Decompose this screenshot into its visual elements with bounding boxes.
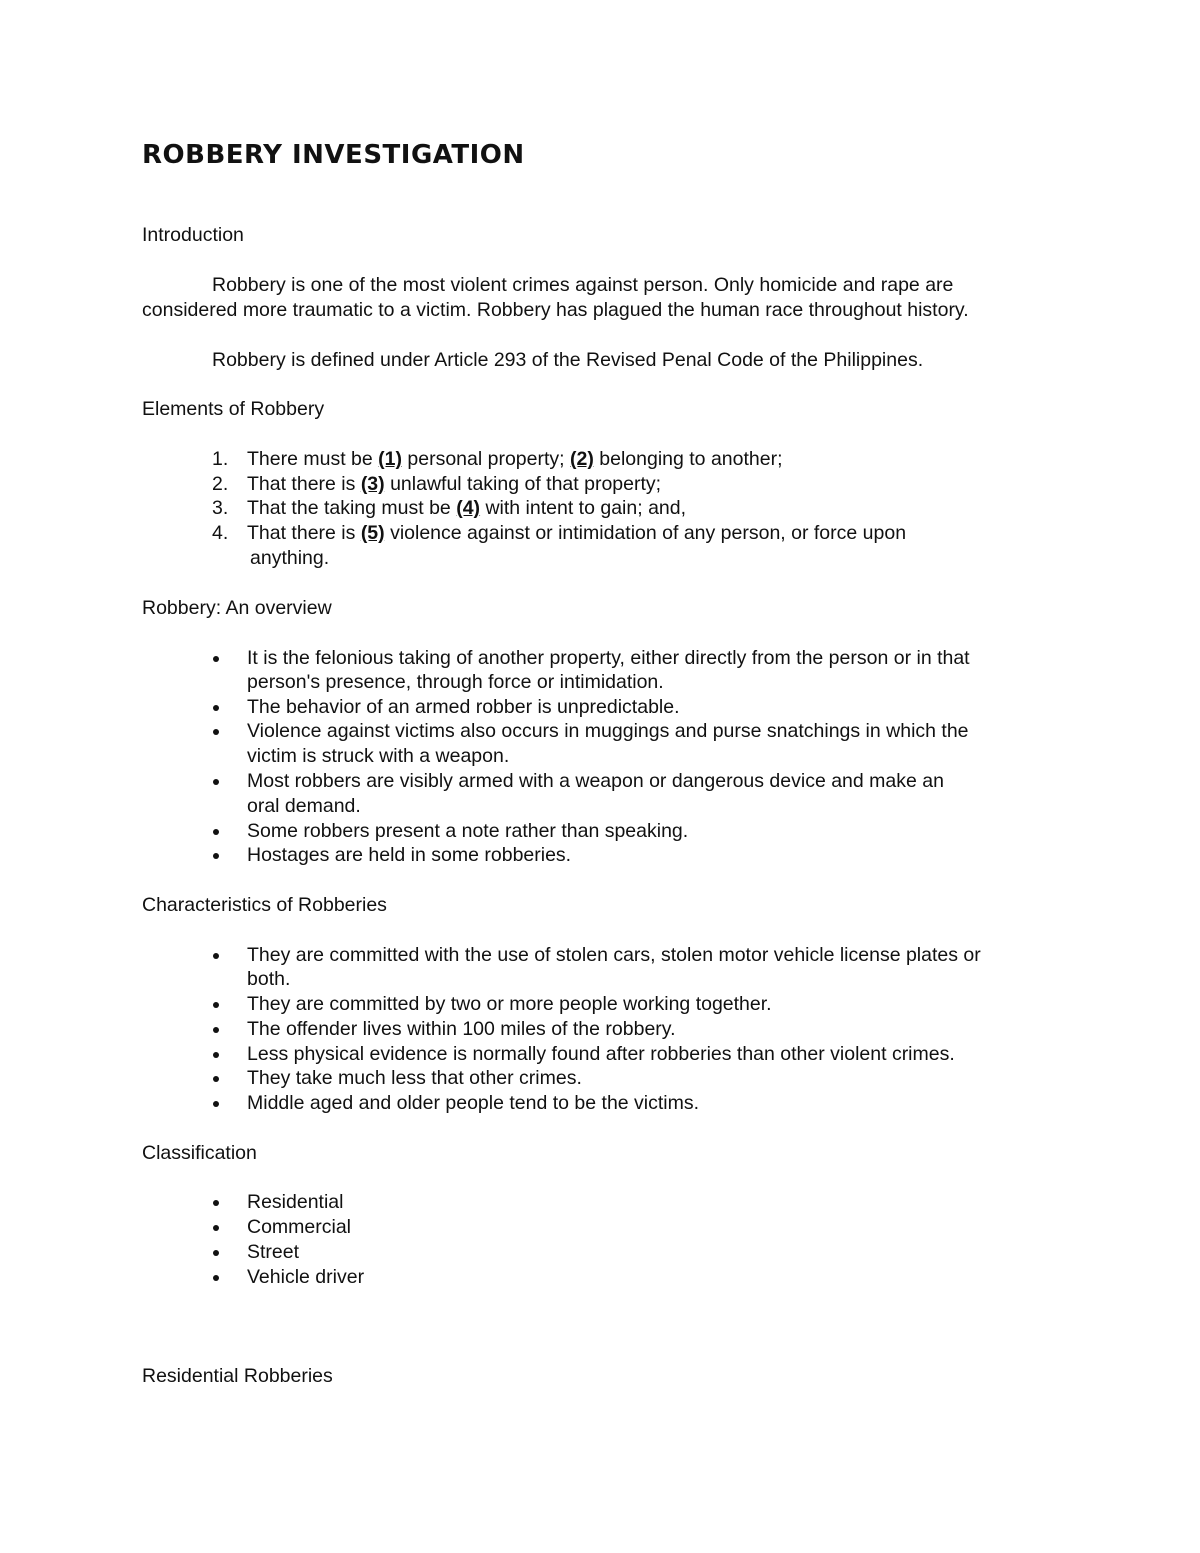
- list-number: 2.: [212, 473, 229, 495]
- bullet-icon: [213, 1215, 223, 1240]
- bullet-icon: [213, 1240, 223, 1265]
- characteristics-item-line: They are committed with the use of stolen cars, stolen motor vehicle license plates or: [247, 944, 981, 966]
- bullet-icon: [213, 1190, 223, 1215]
- element-item-4-continuation: anything.: [250, 547, 330, 569]
- classification-item-street: Street: [247, 1241, 300, 1263]
- characteristics-item-line: Middle aged and older people tend to be the victims.: [247, 1092, 700, 1114]
- element-item-3: That the taking must be (4) with intent to gain; and,: [247, 497, 687, 519]
- section-heading-introduction: Introduction: [142, 224, 244, 246]
- overview-item-line: The behavior of an armed robber is unpredictable.: [247, 696, 680, 718]
- bullet-icon: [213, 695, 223, 720]
- list-number: 1.: [212, 448, 229, 470]
- intro-paragraph-line-2: considered more traumatic to a victim. Robbery has plagued the human race throughout history.: [142, 299, 969, 321]
- section-heading-residential: Residential Robberies: [142, 1365, 333, 1387]
- section-heading-characteristics: Characteristics of Robberies: [142, 894, 387, 916]
- list-number: 4.: [212, 522, 229, 544]
- overview-item-line: Hostages are held in some robberies.: [247, 844, 572, 866]
- intro-paragraph-line-1: Robbery is one of the most violent crimes against person. Only homicide and rape are: [212, 274, 954, 296]
- document-title: ROBBERY INVESTIGATION: [142, 140, 525, 170]
- bullet-icon: [213, 1066, 223, 1091]
- overview-item-line: oral demand.: [247, 795, 361, 817]
- section-heading-elements: Elements of Robbery: [142, 398, 325, 420]
- overview-item-line: It is the felonious taking of another property, either directly from the person or in that: [247, 647, 970, 669]
- classification-item-vehicle-driver: Vehicle driver: [247, 1266, 365, 1288]
- overview-item-line: Most robbers are visibly armed with a weapon or dangerous device and make an: [247, 770, 944, 792]
- bullet-icon: [213, 843, 223, 868]
- list-number: 3.: [212, 497, 229, 519]
- classification-item-residential: Residential: [247, 1191, 344, 1213]
- overview-item-line: Some robbers present a note rather than speaking.: [247, 820, 689, 842]
- overview-item-line: victim is struck with a weapon.: [247, 745, 510, 767]
- characteristics-item-line: They take much less that other crimes.: [247, 1067, 582, 1089]
- overview-item-line: person's presence, through force or intimidation.: [247, 671, 664, 693]
- section-heading-classification: Classification: [142, 1142, 257, 1164]
- bullet-icon: [213, 719, 223, 744]
- classification-item-commercial: Commercial: [247, 1216, 352, 1238]
- characteristics-item-line: Less physical evidence is normally found after robberies than other violent crimes.: [247, 1043, 955, 1065]
- section-heading-overview: Robbery: An overview: [142, 597, 332, 619]
- bullet-icon: [213, 943, 223, 968]
- bullet-icon: [213, 1091, 223, 1116]
- characteristics-item-line: The offender lives within 100 miles of the robbery.: [247, 1018, 676, 1040]
- bullet-icon: [213, 769, 223, 794]
- characteristics-item-line: They are committed by two or more people working together.: [247, 993, 772, 1015]
- overview-item-line: Violence against victims also occurs in muggings and purse snatchings in which the: [247, 720, 969, 742]
- element-item-2: That there is (3) unlawful taking of that property;: [247, 473, 662, 495]
- bullet-icon: [213, 819, 223, 844]
- element-item-4: That there is (5) violence against or intimidation of any person, or force upon: [247, 522, 907, 544]
- bullet-icon: [213, 646, 223, 671]
- element-item-1: There must be (1) personal property; (2) belonging to another;: [247, 448, 783, 470]
- bullet-icon: [213, 1017, 223, 1042]
- intro-paragraph-2: Robbery is defined under Article 293 of the Revised Penal Code of the Philippines.: [212, 349, 924, 371]
- bullet-icon: [213, 992, 223, 1017]
- bullet-icon: [213, 1265, 223, 1290]
- bullet-icon: [213, 1042, 223, 1067]
- characteristics-item-line: both.: [247, 968, 291, 990]
